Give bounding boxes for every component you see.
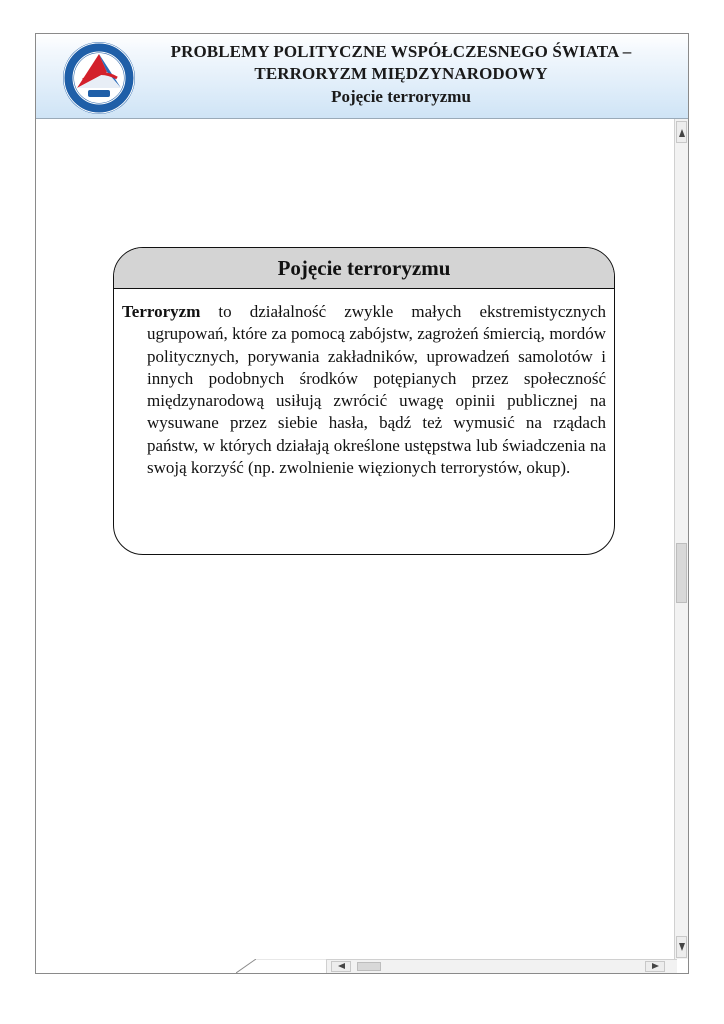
scroll-down-button[interactable] [676, 936, 687, 958]
triangle-right-icon [652, 963, 659, 969]
decorative-divider [236, 959, 326, 973]
header-title-line1: PROBLEMY POLITYCZNE WSPÓŁCZESNEGO ŚWIATA – [170, 42, 632, 61]
definition-body [114, 289, 614, 479]
page-frame [35, 33, 689, 974]
header-title-block [131, 41, 671, 108]
horizontal-scrollbar[interactable] [326, 959, 677, 973]
scroll-right-button[interactable] [645, 961, 665, 972]
header-title-line2: TERRORYZM MIĘDZYNARODOWY [254, 64, 548, 83]
scroll-up-button[interactable] [676, 121, 687, 143]
definition-text: to działalność zwykle małych ekstremistycznych ugrupowań, które za pomocą zabójstw, zagrożeń śmiercią, mordów politycznych, porywania zakładników, uprowadzeń samolotów i innych podobnych środków potępianych przez społeczność międzynarodową usiłują zwrócić uwagę opinii publicznej na wysuwane przez siebie hasła, bądź też wymusić na rządach państw, w których działają określone ustępstwa lub świadczenia na swoją korzyść (np. zwolnienie więzionych terrorystów, okup). [147, 302, 606, 478]
horizontal-scroll-area [36, 959, 688, 973]
page-header [36, 34, 688, 119]
definition-box [113, 247, 615, 555]
scroll-left-button[interactable] [331, 961, 351, 972]
vertical-scrollbar[interactable] [674, 119, 688, 960]
vertical-scroll-thumb[interactable] [676, 543, 687, 603]
header-subtitle: Pojęcie terroryzmu [331, 87, 471, 106]
definition-title: Pojęcie terroryzmu [114, 248, 614, 289]
definition-paragraph [122, 301, 606, 479]
logo-seal-icon [61, 40, 137, 116]
triangle-left-icon [338, 963, 345, 969]
triangle-up-icon [679, 129, 685, 137]
horizontal-scroll-thumb[interactable] [357, 962, 381, 971]
triangle-down-icon [679, 943, 685, 951]
definition-term: Terroryzm [122, 302, 201, 321]
